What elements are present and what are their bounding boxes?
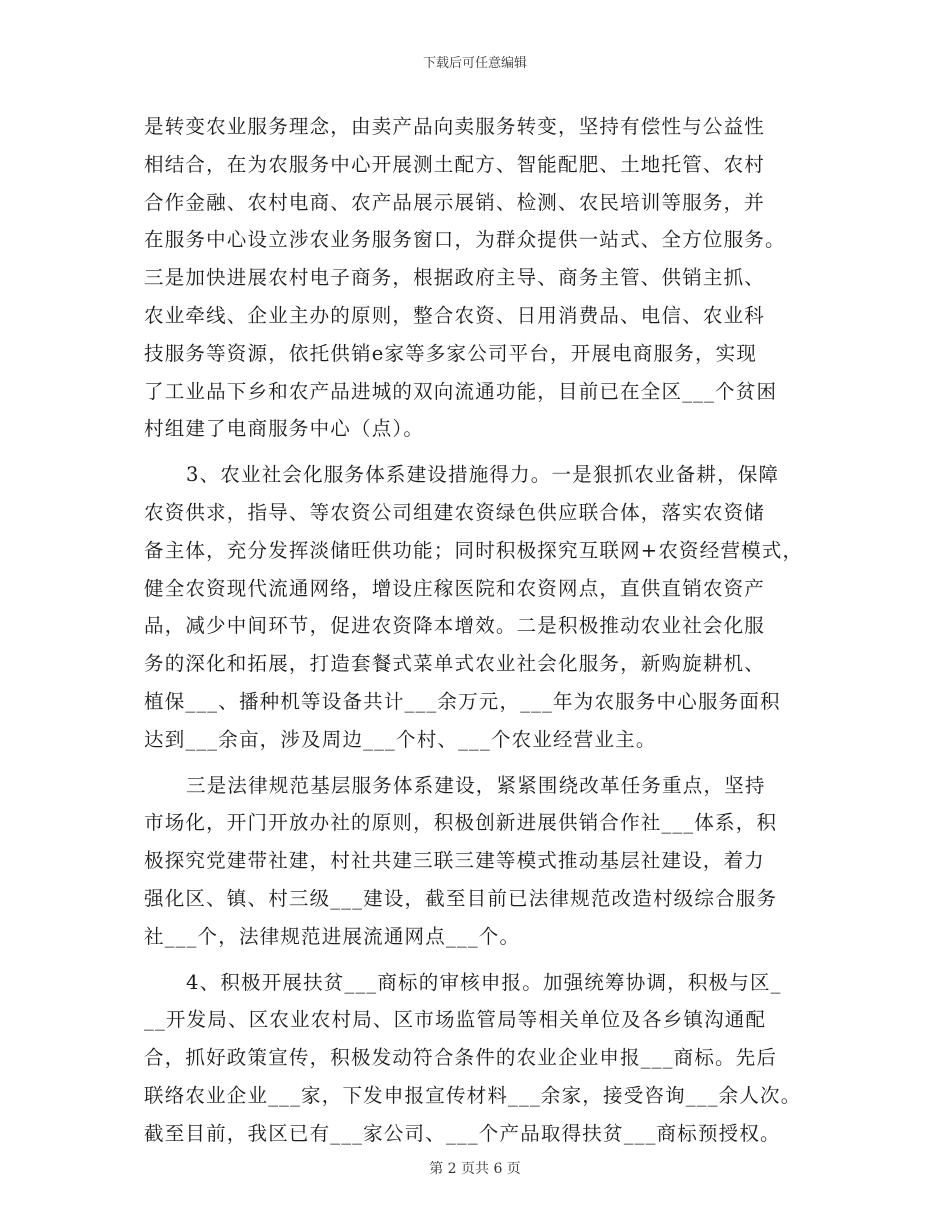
- text-line: 4、积极开展扶贫___商标的审核申报。加强统筹协调，积极与区_: [186, 970, 782, 994]
- paragraph-3: [144, 767, 816, 956]
- text-line: 植保___、播种机等设备共计___余万元，___年为农服务中心服务面积: [144, 689, 781, 713]
- text-line: 农业牵线、企业主办的原则，整合农资、日用消费品、电信、农业科: [144, 303, 766, 327]
- text-line: 农资供求，指导、等农资公司组建农资绿色供应联合体，落实农资储: [144, 500, 766, 524]
- text-line: 健全农资现代流通网络，增设庄稼医院和农资网点，直供直销农资产: [144, 576, 766, 600]
- text-line: 合作金融、农村电商、农产品展示展销、检测、农民培训等服务，并: [144, 190, 766, 214]
- text-line: 市场化，开门开放办社的原则，积极创新进展供销合作社___体系，积: [144, 811, 778, 835]
- text-line: 三是法律规范基层服务体系建设，紧紧围绕改革任务重点，坚持: [186, 773, 766, 797]
- text-line: 相结合，在为农服务中心开展测土配方、智能配肥、土地托管、农村: [144, 152, 766, 176]
- text-line: 强化区、镇、村三级___建设，截至目前已法律规范改造村级综合服务: [144, 886, 778, 910]
- text-line: 备主体，充分发挥淡储旺供功能；同时积极探究互联网+农资经营模式，: [144, 538, 804, 562]
- text-line: 截至目前，我区已有___家公司、___个产品取得扶贫___商标预授权。: [144, 1121, 781, 1145]
- text-line: 极探究党建带社建，村社共建三联三建等模式推动基层社建设，着力: [144, 849, 766, 873]
- paragraph-2: [144, 456, 816, 758]
- text-line: 3、农业社会化服务体系建设措施得力。一是狠抓农业备耕，保障: [186, 463, 780, 487]
- text-line: __开发局、区农业农村局、区市场监管局等相关单位及各乡镇沟通配: [144, 1008, 767, 1032]
- paragraph-4: [144, 964, 816, 1153]
- text-line: 达到___余亩，涉及周边___个村、___个农业经营业主。: [144, 727, 657, 751]
- page-footer: 第 2 页共 6 页: [429, 1161, 521, 1177]
- text-line: 村组建了电商服务中心（点）。: [144, 417, 425, 441]
- text-line: 社___个，法律规范进展流通网点___个。: [144, 924, 521, 948]
- text-line: 三是加快进展农村电子商务，根据政府主导、商务主管、供销主抓、: [144, 266, 766, 290]
- text-line: 务的深化和拓展，打造套餐式菜单式农业社会化服务，新购旋耕机、: [144, 652, 766, 676]
- paragraph-1: [144, 108, 816, 448]
- page-header: 下载后可任意编辑: [422, 56, 527, 71]
- text-line: 合，抓好政策宣传，积极发动符合条件的农业企业申报___商标。先后: [144, 1046, 778, 1070]
- text-line: 技服务等资源，依托供销e家等多家公司平台，开展电商服务，实现: [144, 341, 758, 365]
- text-line: 在服务中心设立涉农业务服务窗口，为群众提供一站式、全方位服务。: [144, 228, 786, 252]
- text-line: 品，减少中间环节，促进农资降本增效。二是积极推动农业社会化服: [144, 614, 766, 638]
- text-line: 是转变农业服务理念，由卖产品向卖服务转变，坚持有偿性与公益性: [144, 115, 766, 138]
- document-body: [144, 108, 816, 1153]
- text-line: 了工业品下乡和农产品进城的双向流通功能，目前已在全区___个贫困: [144, 379, 778, 403]
- text-line: 联络农业企业___家，下发申报宣传材料___余家，接受咨询___余人次。: [144, 1083, 802, 1107]
